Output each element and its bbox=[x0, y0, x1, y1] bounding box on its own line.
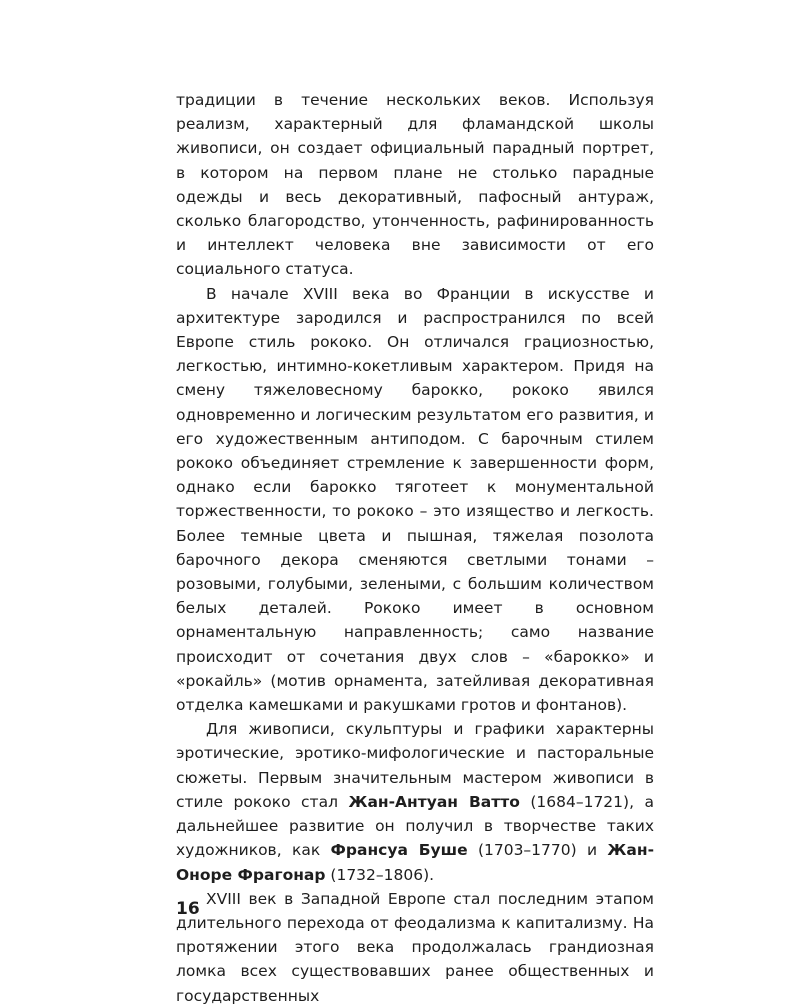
paragraph-3-text-2: (1684–1721), а дальнейшее развитие он получил в творчестве таких художников, как bbox=[176, 792, 654, 860]
paragraph-4: XVIII век в Западной Европе стал последним этапом длительного перехода от феодализма к капитализму. На протяжении этого века продолжалась грандиозная ломка всех существовавших ранее общественных и государственных bbox=[176, 889, 654, 1005]
paragraph-3-text-3: (1703–1770) и bbox=[467, 841, 608, 860]
page-number: 16 bbox=[176, 899, 200, 919]
paragraph-1: традиции в течение нескольких веков. Используя реализм, характерный для фламандской школы живописи, он создает официальный парадный портрет, в котором на первом плане не столько парадные одежды и весь декоративный, пафосный антураж, сколько благородство, утонченность, рафинированность и интеллект человека вне зависимости от его социального статуса. bbox=[176, 91, 654, 279]
paragraph-3-text-1: Для живописи, скульптуры и графики характерны эротические, эротико-мифологические и пасторальные сюжеты. Первым значительным мастером живописи в стиле рококо стал bbox=[176, 720, 654, 811]
paragraph-3-text-4: (1732–1806). bbox=[325, 865, 435, 884]
paragraph-2: В начале XVIII века во Франции в искусстве и архитектуре зародился и распространился по всей Европе стиль рококо. Он отличался грациозностью, легкостью, интимно-кокетливым характером. Придя на смену тяжеловесному барокко, рококо явился одновременно и логическим результатом его развития, и его художественным антиподом. С барочным стилем рококо объединяет стремление к завершенности форм, однако если барокко тяготеет к монументальной торжественности, то рококо – это изящество и легкость. Более темные цвета и пышная, тяжелая позолота барочного декора сменяются светлыми тонами – розовыми, голубыми, зелеными, с большим количеством белых деталей. Рококо имеет в основном орнаментальную направленность; само название происходит от сочетания двух слов – «барокко» и «рокайль» (мотив орнамента, затейливая декоративная отделка камешками и ракушками гротов и фонтанов). bbox=[176, 284, 654, 715]
artist-name-fragonard: Жан-Оноре Фрагонар bbox=[176, 841, 654, 884]
body-text bbox=[176, 88, 654, 1008]
paragraph-3 bbox=[176, 717, 654, 886]
artist-name-watteau: Жан-Антуан Ватто bbox=[348, 792, 520, 811]
artist-name-boucher: Франсуа Буше bbox=[330, 841, 468, 860]
